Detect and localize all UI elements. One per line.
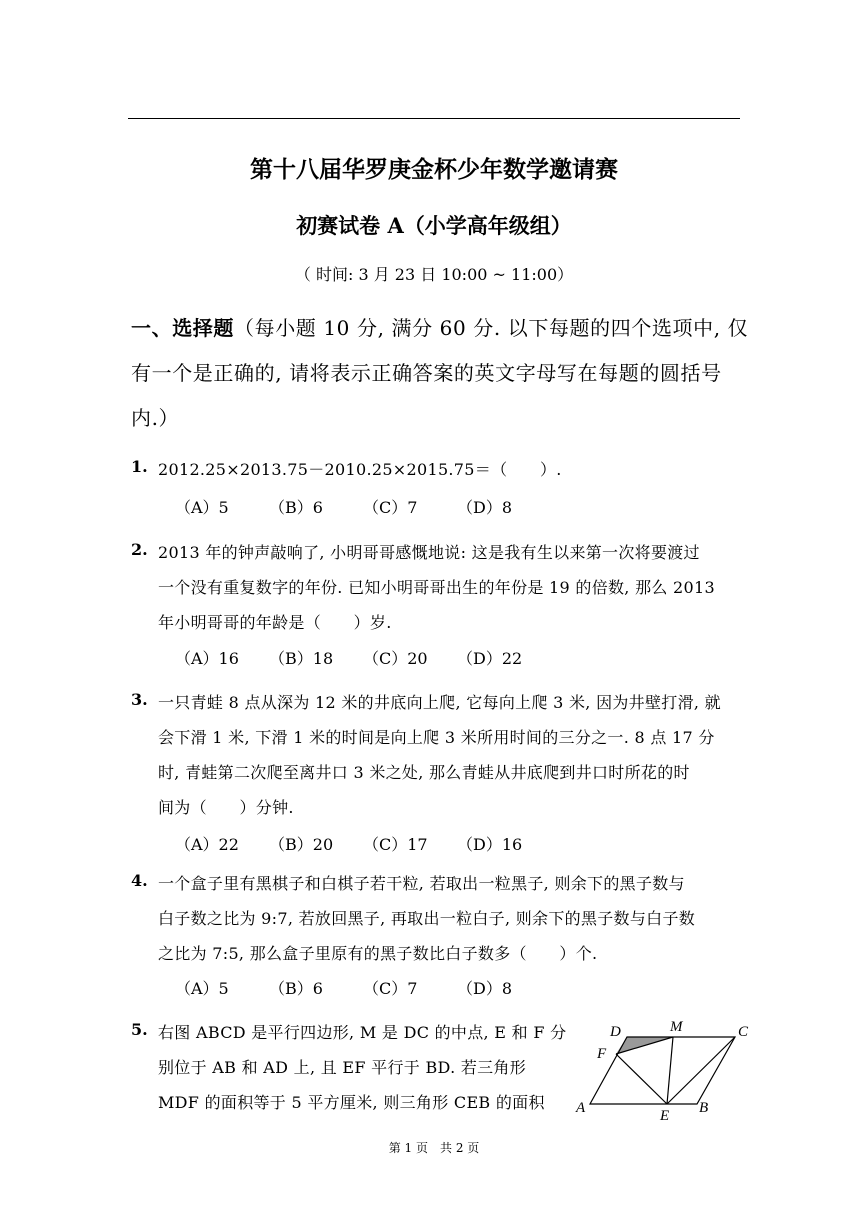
label-e: E bbox=[660, 1108, 670, 1124]
question-3-line-2: 会下滑 1 米, 下滑 1 米的时间是向上爬 3 米所用时间的三分之一. 8 点 17 分 bbox=[158, 728, 715, 747]
question-2-option-d: （D）22 bbox=[457, 649, 523, 668]
section-instruction-line-3: 内.） bbox=[131, 406, 180, 430]
segment-me bbox=[667, 1037, 673, 1104]
question-2-line-2: 一个没有重复数字的年份. 已知小明哥哥出生的年份是 19 的倍数, 那么 2013 bbox=[158, 578, 715, 597]
question-3-option-d: （D）16 bbox=[457, 835, 523, 854]
question-2-option-a: （A）16 bbox=[175, 649, 239, 668]
question-5-line-1: 右图 ABCD 是平行四边形, M 是 DC 的中点, E 和 F 分 bbox=[158, 1023, 567, 1042]
question-5-number: 5. bbox=[131, 1020, 148, 1039]
segment-ec bbox=[667, 1037, 735, 1104]
question-1-options bbox=[175, 495, 551, 518]
question-4-line-2: 白子数之比为 9:7, 若放回黑子, 再取出一粒白子, 则余下的黑子数与白子数 bbox=[158, 909, 696, 928]
page-footer: 第 1 页 共 2 页 bbox=[388, 1141, 480, 1155]
parallelogram-abcd bbox=[590, 1037, 735, 1104]
question-4-option-b: （B）6 bbox=[269, 979, 323, 998]
question-2-option-b: （B）18 bbox=[269, 649, 334, 668]
section-instruction-text: （每小题 10 分, 满分 60 分. 以下每题的四个选项中, 仅 bbox=[234, 316, 749, 340]
question-4-option-a: （A）5 bbox=[175, 979, 229, 998]
exam-title: 第十八届华罗庚金杯少年数学邀请赛 bbox=[250, 156, 618, 183]
question-2-number: 2. bbox=[131, 540, 148, 559]
label-a: A bbox=[576, 1100, 586, 1116]
question-3-option-b: （B）20 bbox=[269, 835, 334, 854]
question-4-options bbox=[175, 976, 551, 999]
header-rule bbox=[128, 118, 740, 119]
label-f: F bbox=[597, 1046, 607, 1062]
exam-subtitle: 初赛试卷 A（小学高年级组） bbox=[296, 213, 572, 238]
question-4-option-d: （D）8 bbox=[457, 979, 513, 998]
question-1-option-d: （D）8 bbox=[457, 498, 513, 517]
question-3-option-c: （C）17 bbox=[363, 835, 428, 854]
question-1-option-b: （B）6 bbox=[269, 498, 323, 517]
label-d: D bbox=[610, 1024, 621, 1040]
question-4-line-1: 一个盒子里有黑棋子和白棋子若干粒, 若取出一粒黑子, 则余下的黑子数与 bbox=[158, 874, 685, 893]
section-heading: 一、选择题 bbox=[131, 316, 234, 340]
section-instruction-line-1 bbox=[131, 312, 748, 341]
question-4-option-c: （C）7 bbox=[363, 979, 418, 998]
segment-ef bbox=[616, 1054, 667, 1104]
label-c: C bbox=[738, 1024, 749, 1040]
question-3-option-a: （A）22 bbox=[175, 835, 239, 854]
question-4-number: 4. bbox=[131, 871, 148, 890]
question-3-number: 3. bbox=[131, 690, 148, 709]
question-2-line-3: 年小明哥哥的年龄是（ ）岁. bbox=[158, 613, 392, 632]
question-3-options bbox=[175, 832, 551, 855]
question-3-line-3: 时, 青蛙第二次爬至离井口 3 米之处, 那么青蛙从井底爬到井口时所花的时 bbox=[158, 763, 690, 782]
question-2-line-1: 2013 年的钟声敲响了, 小明哥哥感慨地说: 这是我有生以来第一次将要渡过 bbox=[158, 543, 700, 562]
question-1-option-a: （A）5 bbox=[175, 498, 229, 517]
question-3-line-1: 一只青蛙 8 点从深为 12 米的井底向上爬, 它每向上爬 3 米, 因为井壁打滑, 就 bbox=[158, 693, 721, 712]
question-2-option-c: （C）20 bbox=[363, 649, 428, 668]
question-2-options bbox=[175, 646, 551, 669]
question-1-number: 1. bbox=[131, 457, 148, 476]
question-4-line-3: 之比为 7:5, 那么盒子里原有的黑子数比白子数多（ ）个. bbox=[158, 944, 598, 963]
question-1-option-c: （C）7 bbox=[363, 498, 418, 517]
question-5-line-3: MDF 的面积等于 5 平方厘米, 则三角形 CEB 的面积 bbox=[158, 1093, 545, 1112]
label-m: M bbox=[670, 1019, 683, 1035]
parallelogram-figure bbox=[570, 1012, 760, 1126]
label-b: B bbox=[699, 1100, 709, 1116]
question-3-line-4: 间为（ ）分钟. bbox=[158, 798, 294, 817]
question-5-line-2: 别位于 AB 和 AD 上, 且 EF 平行于 BD. 若三角形 bbox=[158, 1058, 527, 1077]
section-instruction-line-2: 有一个是正确的, 请将表示正确答案的英文字母写在每题的圆括号 bbox=[131, 361, 722, 385]
question-1-line-1: 2012.25×2013.75－2010.25×2015.75＝（ ）. bbox=[158, 460, 562, 479]
exam-time: （ 时间: 3 月 23 日 10:00 ~ 11:00） bbox=[294, 265, 574, 284]
